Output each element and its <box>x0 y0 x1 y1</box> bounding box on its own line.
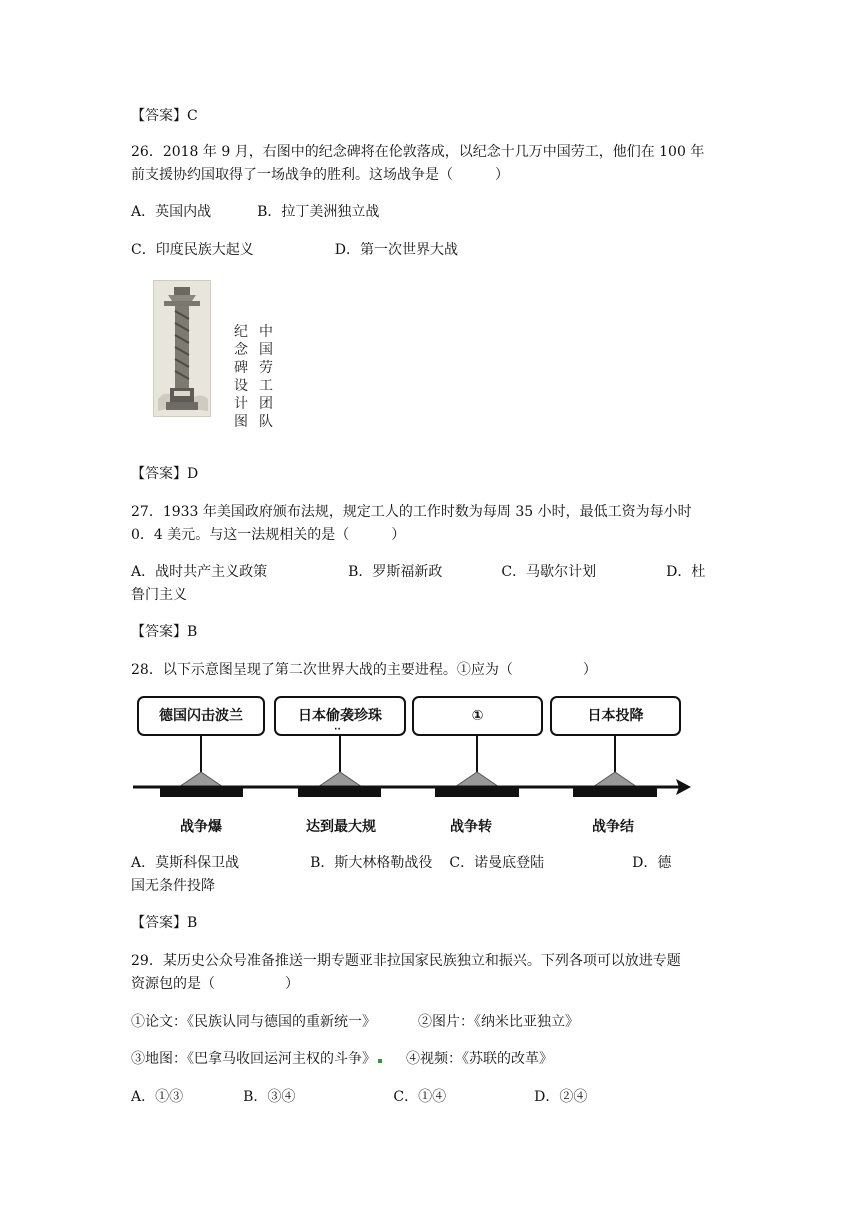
q29-option-b: B．③④ <box>243 1089 296 1105</box>
q29-stem-line1: 29．某历史公众号准备推送一期专题亚非拉国家民族独立和振兴。下列各项可以放进专题 <box>131 953 681 969</box>
edit-mark <box>378 1059 382 1063</box>
q26-options-row1 <box>131 203 379 221</box>
q29-stem-line2: 资源包的是（ ） <box>131 976 299 992</box>
q29-options-row <box>131 1088 587 1106</box>
q26-option-b: B．拉丁美洲独立战 <box>257 204 380 220</box>
q28-option-c: C．诺曼底登陆 <box>449 855 545 871</box>
monument-design-image <box>153 280 211 417</box>
q26-option-a: A．英国内战 <box>131 204 212 220</box>
q27-option-b: B．罗斯福新政 <box>348 564 443 580</box>
answer-28: 【答案】B <box>131 915 198 931</box>
q27-stem-line1: 27．1933 年美国政府颁布法规，规定工人的工作时数为每周 35 小时，最低工资为每小时 <box>131 504 692 520</box>
timeline-axis-graphic <box>131 696 701 806</box>
event-overflow-dots: ·· <box>334 725 341 735</box>
monument-pillar-illustration <box>154 281 210 416</box>
event-label-pearl-harbor: 日本偷袭珍珠 <box>298 708 382 724</box>
q28-option-b: B．斯大林格勒战役 <box>310 855 433 871</box>
q29-item-3: ③地图：《巴拿马收回运河主权的斗争》 <box>131 1051 376 1067</box>
q28-option-a: A．莫斯科保卫战 <box>131 855 240 871</box>
answer-25: 【答案】C <box>131 108 198 124</box>
q26-option-d: D．第一次世界大战 <box>334 242 458 258</box>
q27-option-c: C．马歇尔计划 <box>501 564 597 580</box>
q28-option-d-continued: 国无条件投降 <box>131 878 215 894</box>
q27-option-d-continued: 鲁门主义 <box>131 587 187 603</box>
q26-option-c: C．印度民族大起义 <box>131 242 254 258</box>
q27-option-a: A．战时共产主义政策 <box>131 564 268 580</box>
q28-stem: 28．以下示意图呈现了第二次世界大战的主要进程。①应为（ ） <box>131 662 597 678</box>
stage-label-war-turning: 战争转 <box>450 819 492 835</box>
q27-options-row <box>131 563 705 581</box>
event-box-blank-1: ① <box>412 696 543 736</box>
q29-item-1: ①论文：《民族认同与德国的重新统一》 <box>131 1014 376 1030</box>
caption-monument-design: 纪念碑设计图 <box>234 324 248 430</box>
stage-label-war-outbreak: 战争爆 <box>180 819 222 835</box>
q29-items-row2 <box>131 1050 553 1068</box>
q29-items-row1 <box>131 1013 579 1031</box>
answer-27: 【答案】B <box>131 624 198 640</box>
q26-options-row2 <box>131 241 458 259</box>
event-box-japan-surrenders: 日本投降 <box>550 696 681 736</box>
q26-stem-line2: 前支援协约国取得了一场战争的胜利。这场战争是（ ） <box>131 167 509 183</box>
q27-option-d: D．杜 <box>666 564 706 580</box>
q29-item-2: ②图片：《纳米比亚独立》 <box>418 1014 579 1030</box>
stage-label-war-end: 战争结 <box>592 819 634 835</box>
q29-option-c: C．①④ <box>393 1089 447 1105</box>
answer-26: 【答案】D <box>131 466 199 482</box>
caption-chinese-labour-team: 中国劳工团队 <box>259 324 273 430</box>
q28-option-d: D．德 <box>632 855 672 871</box>
q27-stem-line2: 0．4 美元。与这一法规相关的是（ ） <box>131 527 406 543</box>
q28-options-row <box>131 854 671 872</box>
event-box-germany-invades-poland: 德国闪击波兰 <box>137 696 265 736</box>
q29-option-a: A．①③ <box>131 1089 184 1105</box>
ww2-timeline-diagram <box>131 696 701 842</box>
stage-label-max-scale: 达到最大规 <box>306 819 376 835</box>
q26-stem-line1: 26．2018 年 9 月，右图中的纪念碑将在伦敦落成，以纪念十几万中国劳工，他们在 100 年 <box>131 144 705 160</box>
q29-item-4: ④视频：《苏联的改革》 <box>406 1051 553 1067</box>
q29-option-d: D．②④ <box>534 1089 588 1105</box>
